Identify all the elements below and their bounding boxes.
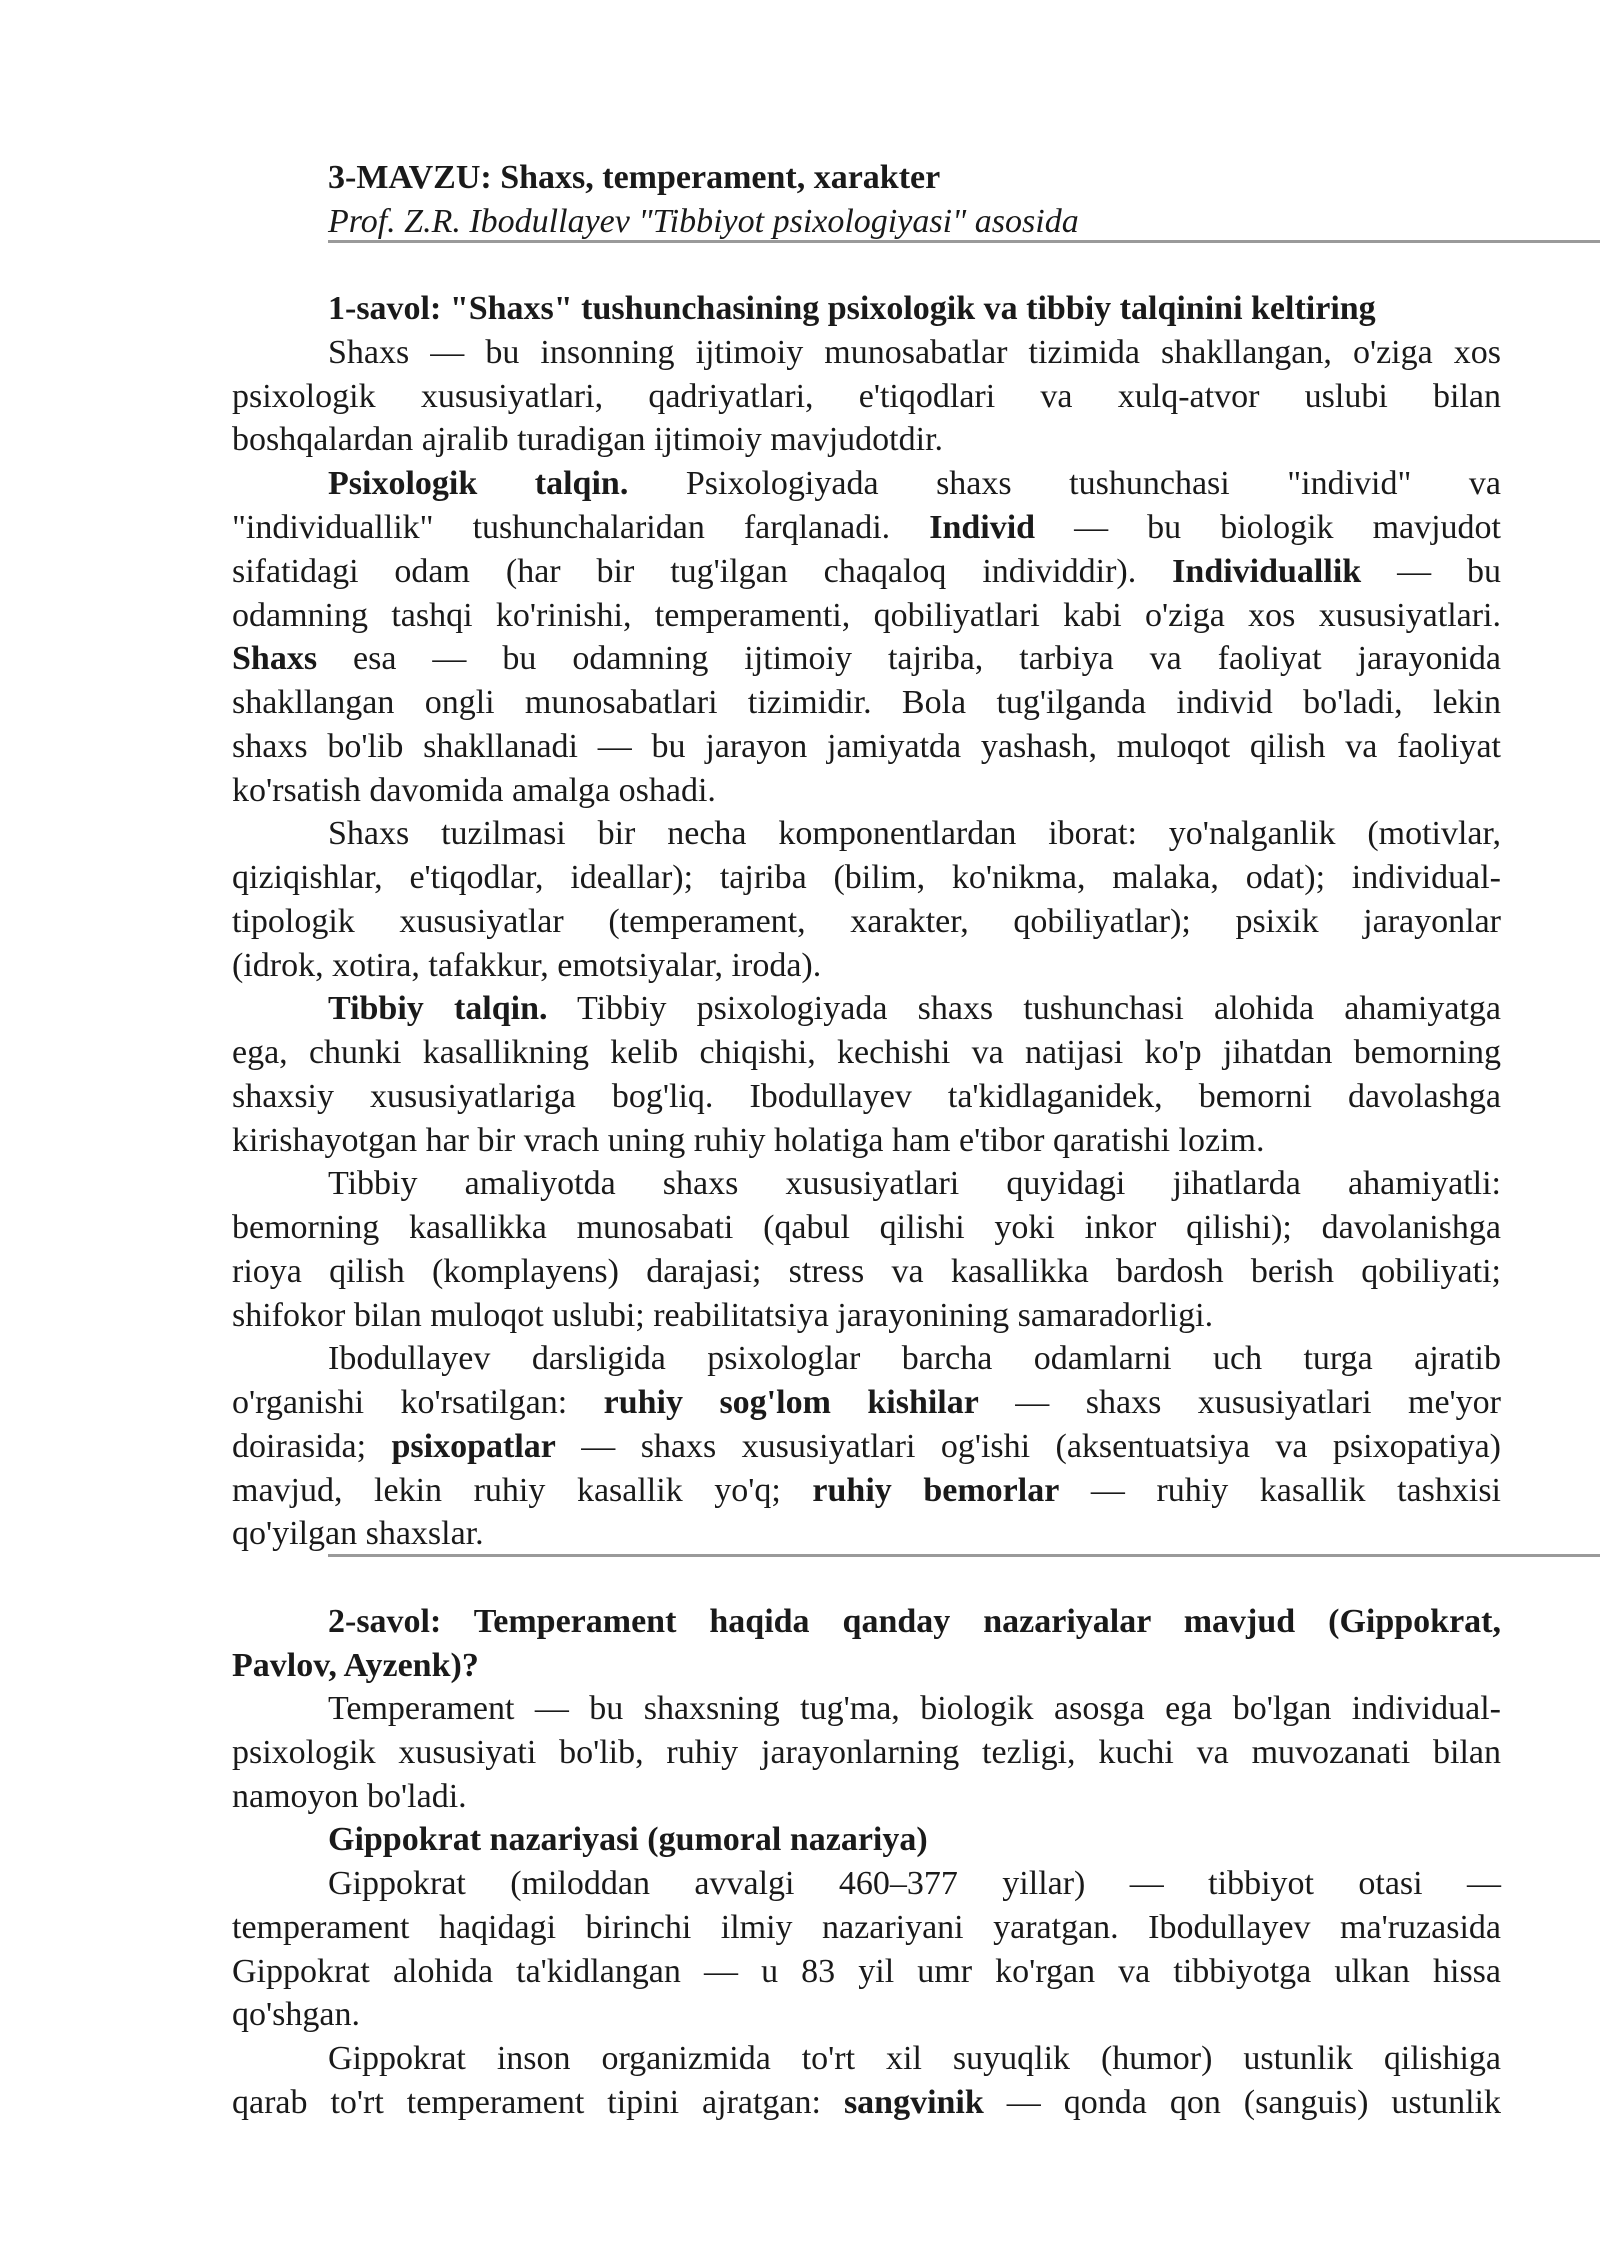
medical-line: kirishayotgan har bir vrach uning ruhiy holatiga ham e'tibor qaratishi lozim. [232,1122,1265,1159]
medical-line: shaxsiy xususiyatlariga bog'liq. Ibodullayev ta'kidlaganidek, bemorni davolashga [232,1078,1501,1115]
page-title: 3-MAVZU: Shaxs, temperament, xarakter [328,159,941,196]
groups-line: qo'yilgan shaxslar. [232,1515,484,1552]
term-shaxs: Shaxs [232,640,318,677]
question-2-heading: Pavlov, Ayzenk)? [232,1647,479,1684]
psychological-line: Psixologik talqin. Psixologiyada shaxs tushunchasi "individ" va [328,465,1501,502]
temperament-line: Temperament — bu shaxsning tug'ma, biologik asosga ega bo'lgan individual- [328,1690,1501,1727]
term-individuallik: Individuallik [1172,553,1362,590]
question-2-heading: 2-savol: Temperament haqida qanday nazariyalar mavjud (Gippokrat, [328,1603,1501,1640]
hippocrates-line: Gippokrat (miloddan avvalgi 460–377 yillar) — tibbiyot otasi — [328,1865,1501,1902]
definition-line: boshqalardan ajralib turadigan ijtimoiy mavjudotdir. [232,421,944,458]
definition-line: psixologik xususiyatlari, qadriyatlari, e'tiqodlari va xulq-atvor uslubi bilan [232,378,1501,415]
medical-line: Tibbiy talqin. Tibbiy psixologiyada shaxs tushunchasi alohida ahamiyatga [328,990,1501,1027]
humor-line: qarab to'rt temperament tipini ajratgan: sangvinik — qonda qon (sanguis) ustunlik [232,2084,1501,2121]
psychological-line: "individuallik" tushunchalaridan farqlanadi. Individ — bu biologik mavjudot [232,509,1501,546]
psychological-line: sifatidagi odam (har bir tug'ilgan chaqaloq individdir). Individuallik — bu [232,553,1502,590]
groups-line: Ibodullayev darsligida psixologlar barcha odamlarni uch turga ajratib [328,1340,1501,1377]
temperament-line: psixologik xususiyati bo'lib, ruhiy jarayonlarning tezligi, kuchi va muvozanati bilan [232,1734,1501,1771]
psychological-line: ko'rsatish davomida amalga oshadi. [232,772,716,809]
medical-label: Tibbiy talqin. [328,990,548,1027]
psychological-line: shakllangan ongli munosabatlari tizimidir. Bola tug'ilganda individ bo'ladi, lekin [232,684,1501,721]
term-individ: Individ [929,509,1036,546]
term-sanguine: sangvinik [843,2084,984,2121]
hippocrates-line: Gippokrat alohida ta'kidlangan — u 83 yil umr ko'rgan va tibbiyotga ulkan hissa [232,1953,1501,1990]
medical-line: ega, chunki kasallikning kelib chiqishi, kechishi va natijasi ko'p jihatdan bemorning [232,1034,1501,1071]
header-divider [328,240,1600,243]
psychological-line: shaxs bo'lib shakllanadi — bu jarayon jamiyatda yashash, muloqot qilish va faoliyat [232,728,1501,765]
page-subtitle: Prof. Z.R. Ibodullayev "Tibbiyot psixologiyasi" asosida [328,203,1079,240]
temperament-line: namoyon bo'ladi. [232,1778,467,1815]
structure-line: tipologik xususiyatlar (temperament, xarakter, qobiliyatlar); psixik jarayonlar [232,903,1501,940]
psychological-label: Psixologik talqin. [328,465,629,502]
groups-line: doirasida; psixopatlar — shaxs xususiyatlari og'ishi (aksentuatsiya va psixopatiya) [232,1428,1501,1465]
groups-line: mavjud, lekin ruhiy kasallik yo'q; ruhiy bemorlar — ruhiy kasallik tashxisi [232,1472,1502,1509]
structure-line: qiziqishlar, e'tiqodlar, ideallar); tajriba (bilim, ko'nikma, malaka, odat); individual- [232,859,1501,896]
question-1-heading: 1-savol: "Shaxs" tushunchasining psixologik va tibbiy talqinini keltiring [328,290,1376,327]
term-patients: ruhiy bemorlar [812,1472,1060,1509]
structure-line: Shaxs tuzilmasi bir necha komponentlardan iborat: yo'nalganlik (motivlar, [328,815,1501,852]
term-healthy: ruhiy sog'lom kishilar [603,1384,979,1421]
hippocrates-heading: Gippokrat nazariyasi (gumoral nazariya) [328,1821,928,1858]
psychological-line: odamning tashqi ko'rinishi, temperamenti, qobiliyatlari kabi o'ziga xos xususiyatlari. [232,597,1501,634]
hippocrates-line: qo'shgan. [232,1996,360,2033]
definition-line: Shaxs — bu insonning ijtimoiy munosabatlar tizimida shakllangan, o'ziga xos [328,334,1501,371]
practice-line: rioya qilish (komplayens) darajasi; stress va kasallikka bardosh berish qobiliyati; [232,1253,1501,1290]
humor-line: Gippokrat inson organizmida to'rt xil suyuqlik (humor) ustunlik qilishiga [328,2040,1501,2077]
term-psychopaths: psixopatlar [391,1428,556,1465]
practice-line: bemorning kasallikka munosabati (qabul qilishi yoki inkor qilishi); davolanishga [232,1209,1501,1246]
section-divider [328,1554,1600,1557]
practice-line: Tibbiy amaliyotda shaxs xususiyatlari quyidagi jihatlarda ahamiyatli: [328,1165,1501,1202]
psychological-line: Shaxs esa — bu odamning ijtimoiy tajriba, tarbiya va faoliyat jarayonida [232,640,1501,677]
groups-line: o'rganishi ko'rsatilgan: ruhiy sog'lom kishilar — shaxs xususiyatlari me'yor [232,1384,1501,1421]
practice-line: shifokor bilan muloqot uslubi; reabilitatsiya jarayonining samaradorligi. [232,1297,1214,1334]
structure-line: (idrok, xotira, tafakkur, emotsiyalar, iroda). [232,947,822,984]
hippocrates-line: temperament haqidagi birinchi ilmiy nazariyani yaratgan. Ibodullayev ma'ruzasida [232,1909,1501,1946]
